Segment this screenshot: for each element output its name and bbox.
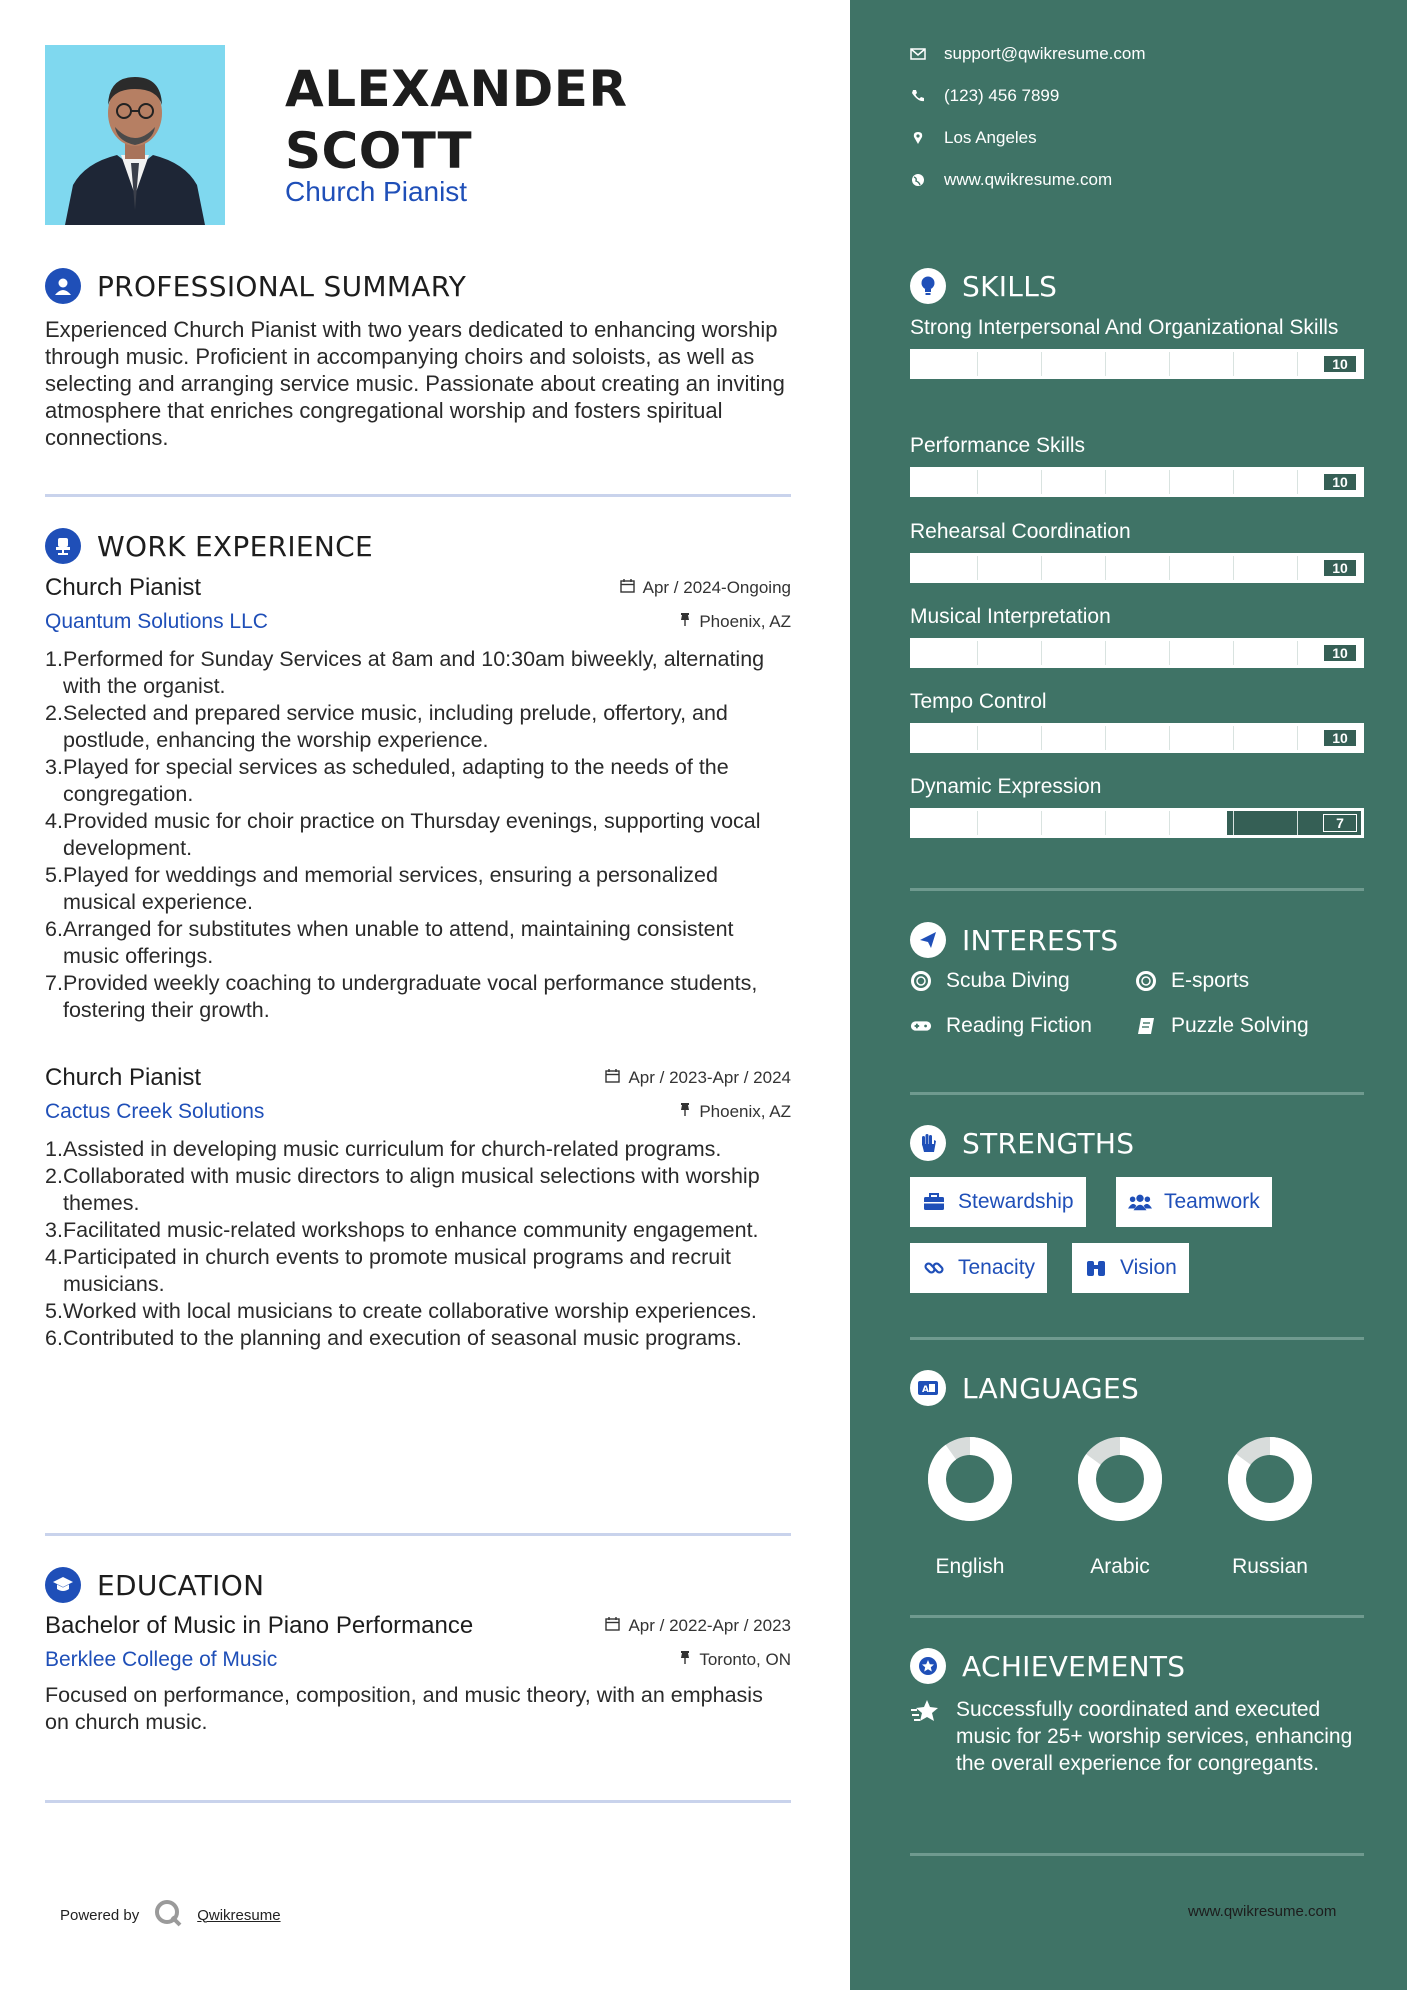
skill-bar	[910, 723, 1364, 753]
job-entry-title: Church Pianist	[45, 1064, 202, 1091]
svg-text:A: A	[922, 1385, 929, 1395]
skill-bar-segment	[1169, 641, 1170, 665]
contact-location-text: Los Angeles	[944, 128, 1037, 147]
binoculars-icon	[1084, 1257, 1108, 1279]
life-ring-icon	[910, 970, 932, 992]
skill-bar-segment	[1041, 470, 1042, 494]
job-location	[679, 612, 791, 632]
book-icon	[1135, 1015, 1157, 1037]
skill-bar-segment	[1233, 556, 1234, 580]
list-item: 5. Played for weddings and memorial services, ensuring a personalized musical experience.	[45, 863, 718, 914]
education-dates-text: Apr / 2022-Apr / 2023	[628, 1616, 791, 1635]
education-entry	[45, 1612, 791, 1736]
list-item: 1. Assisted in developing music curriculum for church-related programs.	[45, 1137, 722, 1161]
interest-label: Scuba Diving	[946, 969, 1070, 992]
skill-bar-fill	[913, 726, 1361, 750]
map-marker-icon	[910, 130, 926, 146]
skill-name: Musical Interpretation	[910, 605, 1111, 628]
education-location	[679, 1650, 791, 1670]
summary-heading	[45, 268, 466, 304]
job-location	[679, 1102, 791, 1122]
gamepad-icon	[910, 1015, 932, 1037]
divider	[45, 1800, 791, 1803]
language-ring	[925, 1434, 1015, 1524]
skill-bar-segment	[1233, 641, 1234, 665]
skill-bar	[910, 553, 1364, 583]
interest-item	[910, 969, 1070, 993]
interest-item	[910, 1014, 1092, 1038]
language-ring	[1225, 1434, 1315, 1524]
star-icon	[910, 1698, 940, 1724]
skill-bar-segment	[1169, 726, 1170, 750]
user-icon	[45, 268, 81, 304]
skill-value: 10	[1323, 644, 1357, 662]
skill-bar-segment	[1297, 726, 1298, 750]
language-item	[1060, 1434, 1180, 1579]
list-item: 3. Facilitated music-related workshops to enhance community engagement.	[45, 1218, 759, 1242]
link-icon	[922, 1257, 946, 1279]
job-dates	[620, 578, 791, 598]
skill-bar-fill	[913, 470, 1361, 494]
list-item: 6. Arranged for substitutes when unable to attend, maintaining consistent music offerings.	[45, 917, 734, 968]
summary-title: PROFESSIONAL SUMMARY	[97, 269, 467, 303]
paper-plane-icon	[910, 922, 946, 958]
job-company: Cactus Creek Solutions	[45, 1100, 265, 1123]
job-company: Quantum Solutions LLC	[45, 610, 268, 633]
skill-item	[910, 518, 1364, 583]
skill-value: 10	[1323, 729, 1357, 747]
list-item: 5. Worked with local musicians to create collaborative worship experiences.	[45, 1299, 757, 1323]
skill-bar-fill	[913, 556, 1361, 580]
skill-bar-fill	[913, 641, 1361, 665]
language-ring	[1075, 1434, 1165, 1524]
skill-bar-segment	[977, 556, 978, 580]
language-name: Arabic	[1090, 1555, 1150, 1578]
contact-phone[interactable]	[910, 86, 1059, 106]
divider	[910, 1853, 1364, 1856]
list-item: 4. Participated in church events to promote musical programs and recruit musicians.	[45, 1245, 732, 1296]
candidate-name	[285, 58, 627, 182]
calendar-icon	[605, 1068, 620, 1088]
graduation-cap-icon	[45, 1567, 81, 1603]
strength-label: Teamwork	[1164, 1190, 1260, 1213]
skill-bar	[910, 808, 1364, 838]
skill-bar	[910, 638, 1364, 668]
skill-value: 7	[1323, 814, 1357, 832]
job-dates	[605, 1068, 791, 1088]
skill-bar-segment	[1297, 470, 1298, 494]
interests-title: INTERESTS	[962, 923, 1119, 957]
summary-text: Experienced Church Pianist with two years dedicated to enhancing worship through music. Proficient in accompanying choirs and soloists, as well as selecting and arranging service music. Passionate about creating an inviting atmosphere that enriches congregational worship and fosters spiritual connections.	[45, 317, 785, 450]
experience-title: WORK EXPERIENCE	[97, 529, 373, 563]
languages-heading	[910, 1370, 1139, 1406]
footer-website[interactable]: www.qwikresume.com	[1188, 1903, 1337, 1920]
skills-heading	[910, 268, 1057, 304]
strengths-heading	[910, 1125, 1134, 1161]
calendar-icon	[620, 578, 635, 598]
skill-bar-segment	[1105, 352, 1106, 376]
language-item	[910, 1434, 1030, 1579]
profile-photo	[45, 45, 225, 225]
skill-bar-segment	[977, 726, 978, 750]
interest-item	[1135, 969, 1249, 993]
interests-heading	[910, 922, 1119, 958]
list-item: 7. Provided weekly coaching to undergraduate vocal performance students, fostering their growth.	[45, 971, 758, 1022]
qwikresume-link[interactable]: Qwikresume	[197, 1906, 281, 1924]
skill-name: Tempo Control	[910, 690, 1047, 713]
skill-bar-segment	[1297, 352, 1298, 376]
envelope-icon	[910, 46, 926, 62]
skill-bar-segment	[977, 352, 978, 376]
hand-icon	[910, 1125, 946, 1161]
divider	[45, 494, 791, 497]
divider	[910, 1615, 1364, 1618]
contact-website[interactable]	[910, 170, 1112, 190]
translate-icon	[910, 1370, 946, 1406]
education-description: Focused on performance, composition, and music theory, with an emphasis on church music.	[45, 1683, 763, 1734]
skill-bar-segment	[1105, 641, 1106, 665]
skill-item	[910, 603, 1364, 668]
skill-bar-segment	[1105, 811, 1106, 835]
skill-name: Dynamic Expression	[910, 775, 1102, 798]
achievements-heading	[910, 1648, 1185, 1684]
strength-tag	[1116, 1177, 1272, 1227]
degree-title: Bachelor of Music in Piano Performance	[45, 1612, 474, 1639]
skill-bar	[910, 467, 1364, 497]
job-responsibilities	[45, 646, 791, 1024]
skill-value: 10	[1323, 473, 1357, 491]
skill-bar-segment	[1105, 556, 1106, 580]
skill-bar-segment	[1297, 641, 1298, 665]
achievement-text: Successfully coordinated and executed music for 25+ worship services, enhancing the overall experience for congregants.	[956, 1698, 1353, 1775]
language-item	[1210, 1434, 1330, 1579]
star-badge-icon	[910, 1648, 946, 1684]
skill-bar-segment	[1233, 352, 1234, 376]
pin-icon	[679, 612, 691, 632]
skill-item	[910, 432, 1364, 497]
sidebar	[850, 0, 1407, 1990]
education-dates	[605, 1616, 791, 1636]
language-name: English	[935, 1555, 1005, 1578]
job-dates-text: Apr / 2023-Apr / 2024	[628, 1068, 791, 1087]
skill-item	[910, 773, 1364, 838]
skill-bar-segment	[1169, 811, 1170, 835]
list-item: 3. Played for special services as scheduled, adapting to the needs of the congregation.	[45, 755, 729, 806]
skill-bar-segment	[1169, 556, 1170, 580]
list-item: 2. Selected and prepared service music, including prelude, offertory, and postlude, enhancing the worship experience.	[45, 701, 728, 752]
interest-label: E-sports	[1171, 969, 1250, 992]
life-ring-icon	[1135, 970, 1157, 992]
skill-value: 10	[1323, 559, 1357, 577]
divider	[910, 1337, 1364, 1340]
users-icon	[1128, 1191, 1152, 1213]
skill-bar-segment	[1169, 470, 1170, 494]
lightbulb-icon	[910, 268, 946, 304]
skill-bar-segment	[977, 641, 978, 665]
skill-name: Strong Interpersonal And Organizational Skills	[910, 316, 1339, 339]
skill-name: Rehearsal Coordination	[910, 520, 1131, 543]
divider	[45, 1533, 791, 1536]
list-item: 6. Contributed to the planning and execution of seasonal music programs.	[45, 1326, 742, 1350]
contact-email-text: support@qwikresume.com	[944, 44, 1146, 63]
interest-label: Reading Fiction	[946, 1014, 1092, 1037]
strength-tag	[910, 1177, 1086, 1227]
skill-bar-segment	[1233, 470, 1234, 494]
skill-bar-segment	[1233, 726, 1234, 750]
strength-label: Tenacity	[958, 1256, 1036, 1279]
skill-bar-segment	[1041, 811, 1042, 835]
job-entry	[45, 1064, 791, 1352]
skills-title: SKILLS	[962, 269, 1058, 303]
divider	[910, 1092, 1364, 1095]
skill-bar-segment	[1297, 811, 1298, 835]
name-last: SCOTT	[285, 122, 473, 180]
job-responsibilities	[45, 1136, 791, 1352]
skill-name: Performance Skills	[910, 434, 1086, 457]
skill-bar-segment	[1233, 811, 1234, 835]
list-item: 1. Performed for Sunday Services at 8am and 10:30am biweekly, alternating with the organist.	[45, 647, 765, 698]
strength-label: Vision	[1120, 1256, 1177, 1279]
skill-bar-segment	[1041, 641, 1042, 665]
contact-location	[910, 128, 1037, 148]
experience-heading	[45, 528, 373, 564]
skill-item	[910, 314, 1364, 379]
contact-phone-text: (123) 456 7899	[944, 86, 1060, 105]
job-location-text: Phoenix, AZ	[699, 612, 791, 631]
job-entry-title: Church Pianist	[45, 574, 202, 601]
job-dates-text: Apr / 2024-Ongoing	[642, 578, 791, 597]
education-heading	[45, 1567, 264, 1603]
language-name: Russian	[1232, 1555, 1308, 1578]
skill-bar-fill	[913, 811, 1227, 835]
name-first: ALEXANDER	[285, 60, 628, 118]
calendar-icon	[605, 1616, 620, 1636]
languages-title: LANGUAGES	[962, 1371, 1140, 1405]
strengths-title: STRENGTHS	[962, 1126, 1135, 1160]
pin-icon	[679, 1650, 691, 1670]
skill-bar-segment	[1041, 556, 1042, 580]
powered-by	[60, 1898, 281, 1932]
contact-website-text: www.qwikresume.com	[944, 170, 1113, 189]
achievements-title: ACHIEVEMENTS	[962, 1649, 1186, 1683]
qwikresume-logo-icon	[153, 1898, 183, 1932]
skill-bar-segment	[1105, 470, 1106, 494]
education-location-text: Toronto, ON	[699, 1650, 791, 1669]
strength-tag	[1072, 1243, 1189, 1293]
pin-icon	[679, 1102, 691, 1122]
skill-bar-segment	[977, 470, 978, 494]
interest-label: Puzzle Solving	[1171, 1014, 1309, 1037]
skill-bar-segment	[1105, 726, 1106, 750]
skill-bar-fill	[913, 352, 1361, 376]
job-location-text: Phoenix, AZ	[699, 1102, 791, 1121]
skill-bar-segment	[1297, 556, 1298, 580]
strength-tag	[910, 1243, 1047, 1293]
skill-bar-segment	[1041, 352, 1042, 376]
interest-item	[1135, 1014, 1309, 1038]
phone-icon	[910, 88, 926, 104]
skill-bar	[910, 349, 1364, 379]
school-name: Berklee College of Music	[45, 1648, 278, 1671]
job-title: Church Pianist	[285, 176, 468, 207]
skill-bar-segment	[1169, 352, 1170, 376]
divider	[910, 888, 1364, 891]
contact-email[interactable]	[910, 44, 1146, 64]
skill-bar-segment	[1041, 726, 1042, 750]
skill-value: 10	[1323, 355, 1357, 373]
education-title: EDUCATION	[97, 1568, 265, 1602]
powered-by-label: Powered by	[60, 1906, 140, 1924]
job-entry	[45, 574, 791, 1024]
list-item: 4. Provided music for choir practice on Thursday evenings, supporting vocal development.	[45, 809, 761, 860]
globe-icon	[910, 172, 926, 188]
skill-item	[910, 688, 1364, 753]
briefcase-icon	[922, 1191, 946, 1213]
list-item: 2. Collaborated with music directors to align musical selections with worship themes.	[45, 1164, 760, 1215]
skill-bar-segment	[977, 811, 978, 835]
chair-icon	[45, 528, 81, 564]
strength-label: Stewardship	[958, 1190, 1074, 1213]
